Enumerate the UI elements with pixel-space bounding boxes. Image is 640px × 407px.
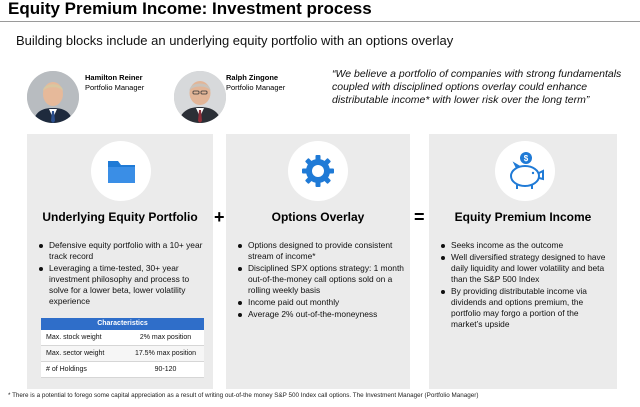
table-row (41, 346, 204, 362)
page-subtitle: Building blocks include an underlying equity portfolio with an options overlay (16, 33, 454, 48)
column-title: Equity Premium Income (454, 210, 592, 224)
plus-operator: + (214, 207, 225, 227)
table-row (41, 362, 204, 378)
list-item: Leveraging a time-tested, 30+ year investment philosophy and process to solve for a lower beta, lower volatility experience (38, 263, 210, 307)
table-row (41, 330, 204, 346)
icon-circle (91, 141, 151, 201)
manager-name: Ralph Zingone (226, 73, 279, 82)
column-title: Underlying Equity Portfolio (42, 210, 198, 224)
list-item: Well diversified strategy designed to have daily liquidity and lower volatility and beta than the S&P 500 Index (440, 252, 612, 285)
gear-icon (288, 141, 348, 201)
bullet-list (237, 240, 405, 321)
list-item: Seeks income as the outcome (440, 240, 612, 251)
manager-card-2 (174, 71, 314, 129)
list-item: Options designed to provide consistent stream of income* (237, 240, 405, 262)
list-item: Defensive equity portfolio with a 10+ year track record (38, 240, 210, 262)
bullet-list (440, 240, 612, 331)
footnote: * There is a potential to forego some capital appreciation as a result of writing out-of-the money S&P 500 Index call options. The Investment Manager (Portfolio Manager) (8, 392, 479, 399)
logo-fragment (596, 399, 630, 407)
manager-name: Hamilton Reiner (85, 73, 143, 82)
piggy-bank-icon (495, 141, 555, 201)
list-item: Income paid out monthly (237, 297, 405, 308)
avatar (174, 71, 226, 123)
row-value: 17.5% max position (134, 350, 197, 357)
equals-operator: = (414, 207, 425, 227)
row-label: Max. stock weight (46, 334, 102, 341)
characteristics-table (41, 318, 204, 378)
list-item: Disciplined SPX options strategy: 1 month out-of-the-money call options sold on a rolling weekly basis (237, 263, 405, 296)
folder-icon (91, 141, 151, 201)
manager-role: Portfolio Manager (85, 83, 145, 92)
icon-circle (495, 141, 555, 201)
row-value: 90-120 (154, 366, 177, 373)
bullet-list (38, 240, 210, 308)
list-item: Average 2% out-of-the-moneyness (237, 309, 405, 320)
row-label: # of Holdings (46, 366, 87, 373)
manager-role: Portfolio Manager (226, 83, 286, 92)
table-header: Characteristics (41, 318, 204, 330)
title-divider (0, 21, 640, 22)
manager-card-1 (27, 71, 167, 129)
row-value: 2% max position (139, 334, 192, 341)
list-item: By providing distributable income via dividends and options premium, the portfolio may forgo a portion of the market’s upside (440, 286, 612, 330)
page-title: Equity Premium Income: Investment process (8, 0, 372, 18)
row-label: Max. sector weight (46, 350, 105, 357)
quote-text: “We believe a portfolio of companies with strong fundamentals coupled with disciplined options overlay could enhance distributable income* with lower risk over the long term” (332, 68, 622, 106)
column-title: Options Overlay (271, 210, 365, 224)
icon-circle (288, 141, 348, 201)
avatar (27, 71, 79, 123)
svg-text:$: $ (523, 154, 529, 163)
